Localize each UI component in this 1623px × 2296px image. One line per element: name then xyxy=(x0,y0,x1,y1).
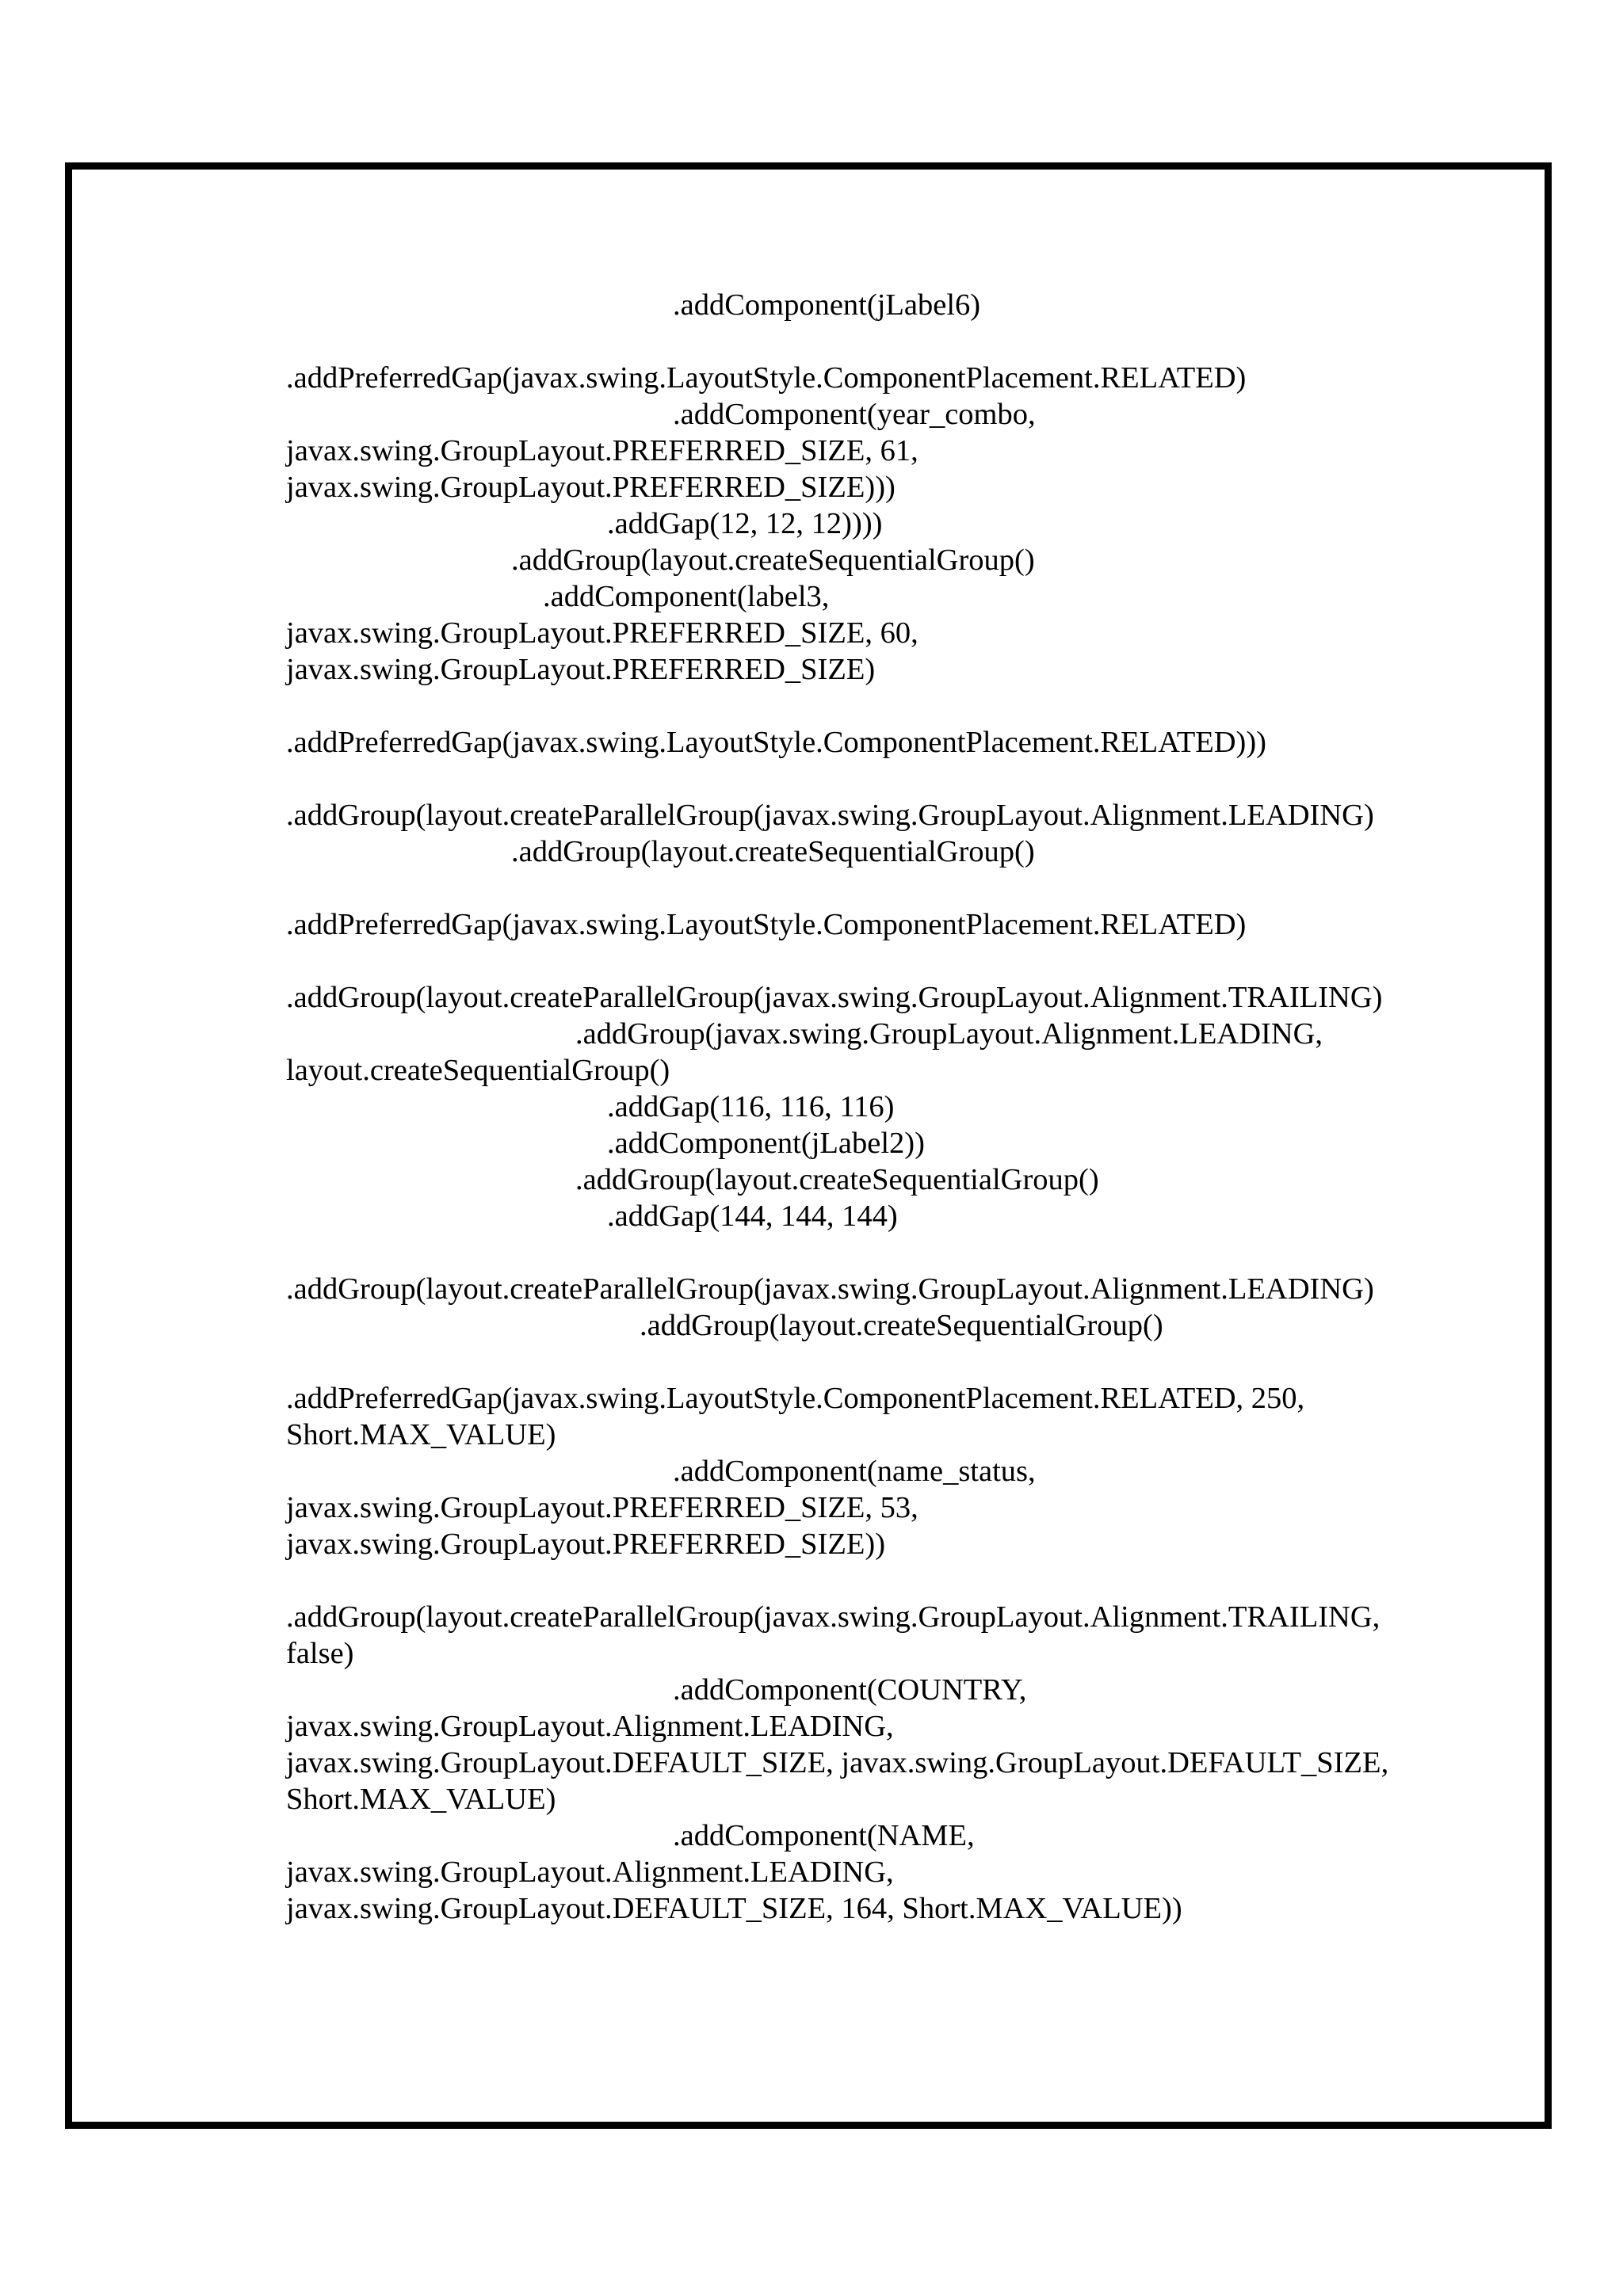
code-line: false) xyxy=(286,1637,354,1670)
code-line: .addGap(12, 12, 12)))) xyxy=(607,507,883,540)
code-line: .addPreferredGap(javax.swing.LayoutStyle.ComponentPlacement.RELATED))) xyxy=(286,726,1267,759)
code-line: Short.MAX_VALUE) xyxy=(286,1783,556,1816)
code-line: .addComponent(NAME, xyxy=(673,1819,975,1852)
code-line: .addGroup(layout.createSequentialGroup() xyxy=(575,1163,1099,1196)
blank-line xyxy=(286,323,1475,360)
code-line: .addComponent(jLabel2)) xyxy=(607,1127,925,1160)
code-line: .addComponent(jLabel6) xyxy=(673,288,981,322)
code-line: .addComponent(name_status, xyxy=(673,1455,1036,1488)
blank-line xyxy=(286,761,1475,797)
code-line: javax.swing.GroupLayout.PREFERRED_SIZE, 53, xyxy=(286,1491,918,1524)
blank-line xyxy=(286,943,1475,979)
code-line: .addGroup(layout.createSequentialGroup() xyxy=(511,543,1035,577)
code-line: javax.swing.GroupLayout.PREFERRED_SIZE))) xyxy=(286,471,896,504)
blank-line xyxy=(286,688,1475,724)
blank-line xyxy=(286,1344,1475,1380)
code-line: javax.swing.GroupLayout.PREFERRED_SIZE, 60, xyxy=(286,616,918,650)
code-line: .addComponent(COUNTRY, xyxy=(673,1673,1027,1707)
code-listing xyxy=(286,287,1475,1927)
code-line: .addGroup(layout.createParallelGroup(javax.swing.GroupLayout.Alignment.TRAILING) xyxy=(286,981,1383,1014)
code-line: .addPreferredGap(javax.swing.LayoutStyle.ComponentPlacement.RELATED) xyxy=(286,361,1247,395)
code-line: .addGroup(layout.createParallelGroup(javax.swing.GroupLayout.Alignment.LEADING) xyxy=(286,799,1374,832)
code-line: .addGroup(layout.createSequentialGroup() xyxy=(640,1309,1163,1342)
code-line: Short.MAX_VALUE) xyxy=(286,1418,556,1451)
code-line: .addComponent(year_combo, xyxy=(673,398,1036,431)
code-line: javax.swing.GroupLayout.PREFERRED_SIZE, 61, xyxy=(286,434,918,467)
code-line: layout.createSequentialGroup() xyxy=(286,1054,670,1087)
code-line: .addGap(116, 116, 116) xyxy=(607,1090,895,1123)
code-line: .addGap(144, 144, 144) xyxy=(607,1199,898,1233)
code-line: javax.swing.GroupLayout.PREFERRED_SIZE)) xyxy=(286,1527,886,1561)
code-line: .addGroup(javax.swing.GroupLayout.Alignment.LEADING, xyxy=(575,1017,1323,1051)
code-line: .addGroup(layout.createParallelGroup(javax.swing.GroupLayout.Alignment.TRAILING, xyxy=(286,1600,1381,1634)
code-line: javax.swing.GroupLayout.Alignment.LEADING, xyxy=(286,1855,894,1889)
code-line: .addGroup(layout.createSequentialGroup() xyxy=(511,835,1035,868)
code-line: .addGroup(layout.createParallelGroup(javax.swing.GroupLayout.Alignment.LEADING) xyxy=(286,1272,1374,1306)
code-line: javax.swing.GroupLayout.DEFAULT_SIZE, 164, Short.MAX_VALUE)) xyxy=(286,1892,1182,1925)
blank-line xyxy=(286,1562,1475,1599)
code-line: .addComponent(label3, xyxy=(543,580,830,613)
code-line: javax.swing.GroupLayout.Alignment.LEADING, xyxy=(286,1710,894,1743)
code-line: .addPreferredGap(javax.swing.LayoutStyle.ComponentPlacement.RELATED) xyxy=(286,908,1247,941)
code-line: javax.swing.GroupLayout.PREFERRED_SIZE) xyxy=(286,653,876,686)
blank-line xyxy=(286,1234,1475,1271)
blank-line xyxy=(286,870,1475,906)
code-line: javax.swing.GroupLayout.DEFAULT_SIZE, javax.swing.GroupLayout.DEFAULT_SIZE, xyxy=(286,1746,1389,1779)
code-line: .addPreferredGap(javax.swing.LayoutStyle.ComponentPlacement.RELATED, 250, xyxy=(286,1382,1305,1415)
